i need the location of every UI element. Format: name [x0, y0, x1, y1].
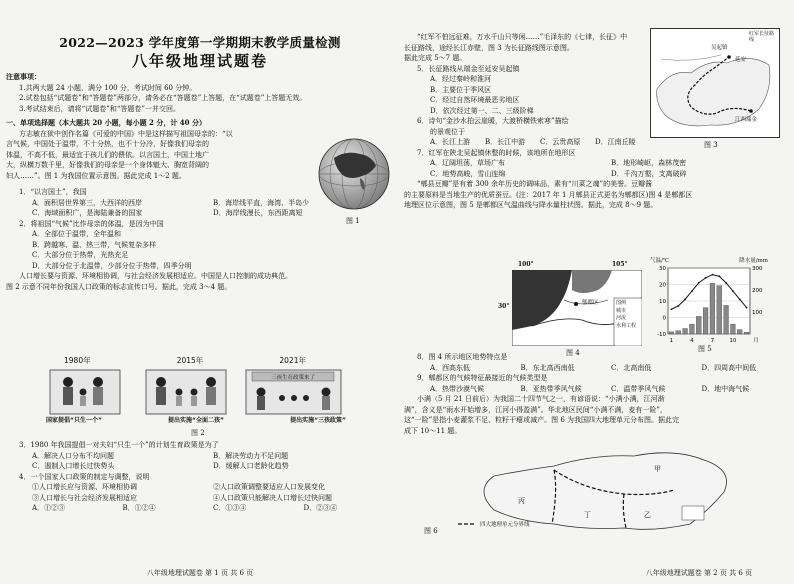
precip-bar: [676, 331, 681, 334]
fig6-legend: 四大地理单元分界线: [480, 522, 530, 528]
statement: ①人口增长应与资源、环境相协调: [32, 483, 137, 491]
option: A．经过秦岭和淮河: [430, 75, 492, 83]
temperature-point: [698, 282, 700, 284]
y-tick-label-left: 20: [659, 282, 666, 289]
figure-6: [424, 440, 754, 536]
notice-1: 1.共两大题 24 小题，满分 100 分，考试时间 60 分钟。: [19, 83, 197, 92]
y-tick-label-right: 100: [752, 310, 763, 316]
question-7: 7．红军在陕北吴起镇休整的时候，该地所在地形区: [417, 148, 576, 157]
option: B．东北高西南低: [520, 363, 575, 372]
q4-items: [6, 493, 394, 504]
q7-options: [404, 158, 792, 169]
figure-5-caption: 图 5: [698, 345, 712, 353]
fig2-year: 2015年: [176, 356, 204, 365]
option: D．缓解人口老龄化趋势: [213, 462, 289, 470]
option: C．大部分位于热带，光热充足: [32, 251, 129, 259]
option: D．四周高中间低: [701, 363, 757, 372]
option: C．云贵高原: [540, 138, 581, 146]
fig5-unit-left: 气温/℃: [650, 258, 670, 264]
intro-8-line: 的主要原料是当地生产的优质蚕豆。(注：2017 年 1 月郫县正式更名为郫都区)图 4 是郫都区: [404, 190, 693, 199]
q3-options: [6, 451, 394, 462]
x-tick-label: 10: [729, 338, 737, 344]
intro-10-line: 这“一险”是指小麦灌浆不足、粒籽干瘪或减产。图 6 为我国四大地理单元分布图。据此完: [404, 416, 680, 424]
intro-5-line: 长征路线，途经长江赤壁，图 3 为长征路线图示意图。: [404, 43, 574, 52]
intro-8-line: “郫县豆瓣”是有着 300 余年历史的调味品，素有“川菜之魂”的美誉。豆瓣酱: [417, 180, 653, 188]
question-8: 8．图 4 所示地区地势特点是: [417, 353, 508, 361]
intro-line: 妇人……”。图 1 为我国位置示意图。据此完成 1～2 题。: [6, 171, 186, 180]
option: C．北高南低: [611, 363, 652, 372]
notice-title: 注意事项：: [6, 72, 41, 81]
page-2-footer: 八年级地理试题卷 第 2 页 共 6 页: [645, 568, 752, 577]
fig2-year: 2021年: [279, 356, 306, 365]
fig5-unit-right: 降水量/mm: [739, 258, 768, 264]
precip-bar: [703, 308, 708, 334]
legend-item: 城市: [616, 307, 627, 314]
option: A．面积居世界第三，大西洋的西岸: [32, 198, 143, 207]
option: B．亚热带季风气候: [520, 384, 582, 393]
x-tick-label: 7: [710, 338, 715, 344]
option: C．遏制人口增长过快势头: [32, 462, 115, 470]
intro-2-line: 图 2 示意不同年份我国人口政策的标志宣传口号。据此，完成 3～4 题。: [6, 282, 232, 291]
question-2: 2．将祖国“气候”比作母亲的体温，是因为中国: [19, 219, 164, 228]
figure-3: [650, 28, 780, 138]
page-1-footer: 八年级地理试题卷 第 1 页 共 6 页: [146, 568, 254, 577]
notice-2: 2.试卷包括“试题卷”和“答题卷”两部分，请务必在“答题卷”上答题，在“试题卷”上答题无效。: [19, 94, 307, 102]
option: D．海岸线漫长，东西距离短: [213, 209, 303, 217]
temperature-point: [705, 277, 707, 279]
option: D．江南丘陵: [595, 138, 636, 146]
q4-options: [6, 503, 394, 514]
x-tick-label: 1: [669, 338, 674, 344]
option: D．依次经过第一、二、三级阶梯: [430, 106, 534, 115]
precip-bar: [717, 286, 722, 334]
y-tick-label-right: 300: [752, 266, 763, 272]
fig4-legend: [616, 300, 642, 330]
x-tick-label: 月: [753, 338, 759, 344]
precip-bar: [724, 305, 729, 334]
precip-bar: [710, 283, 715, 334]
option: C．经过自然环境最恶劣地区: [430, 96, 520, 104]
exam-subtitle: 八年级地理试题卷: [131, 51, 268, 70]
figure-4-caption: 图 4: [566, 349, 580, 357]
temperature-point: [691, 290, 693, 292]
option: C．①③④: [213, 504, 247, 512]
q4-items: [6, 482, 394, 493]
fig6-region: 丙: [518, 497, 525, 505]
temperature-point: [718, 275, 720, 277]
figure-4: [498, 261, 642, 357]
intro-10-line: 成下 10～11 题。: [404, 426, 462, 435]
option: A．辽阔坦荡，草场广布: [430, 159, 506, 167]
y-tick-label-right: 200: [752, 288, 763, 294]
notice-3: 3.考试结束后，请将“试题卷”和“答题卷”一并交回。: [19, 104, 180, 113]
fig2-banner: 三孩生育政策来了: [270, 375, 315, 381]
option: C．地势高峻，雪山连绵: [430, 169, 506, 178]
temperature-point: [725, 282, 727, 284]
intro-5-line: “红军不怕远征难，万水千山只等闲……”毛泽东的《七律，长征》中: [417, 33, 628, 41]
option: D．大部分位于北温带，少部分位于热带，四季分明: [32, 261, 192, 270]
temperature-point: [677, 305, 679, 307]
figure-1-caption: 图 1: [346, 217, 360, 225]
fig2-label: 国家提倡“只生一个”: [46, 417, 102, 424]
intro-line: 言气候，中国处于温带，不十分热，也不十分冷，好像我们母亲的: [6, 140, 209, 148]
option: A．热带沙漠气候: [430, 384, 485, 393]
option: B．解决劳动力不足问题: [213, 451, 289, 460]
temperature-point: [671, 308, 673, 310]
question-3: 3．1980 年我国提倡一对夫妇“只生一个”的计划生育政策是为了: [19, 441, 219, 449]
fig6-region: 丁: [584, 511, 591, 519]
intro-8-line: 地理区位示意图，图 5 是郫都区气温曲线与降水量柱状图。据此，完成 8～9 题。: [404, 201, 658, 209]
fig4-place: 郫都区: [582, 300, 599, 306]
option: D．千沟万壑，支离破碎: [611, 169, 687, 178]
statement: ③人口增长与社会经济发展相适应: [32, 493, 137, 502]
option: D．②③④: [303, 504, 338, 512]
q7-options: [404, 169, 792, 180]
globe-map-image: [316, 136, 392, 212]
intro-line: 大，纵横万数千里，好像我们的母亲是一个身体魁大、胸宽背阔的: [6, 161, 209, 169]
y-tick-label-left: 10: [659, 299, 666, 305]
y-tick-label-left: -10: [657, 332, 666, 338]
option: A．①②③: [32, 504, 66, 512]
figure-5: [650, 258, 768, 353]
fig2-label: 提出实施“三孩政策”: [290, 417, 346, 424]
q8-options: [404, 363, 792, 374]
temperature-point: [732, 290, 734, 292]
legend-item: 河流: [616, 315, 627, 321]
fig4-lat: 30°: [498, 303, 510, 310]
figure-6-caption: 图 6: [424, 527, 438, 535]
precip-bar: [669, 332, 674, 334]
option: B．海岸线平直，海湾、半岛少: [213, 198, 310, 207]
temperature-point: [712, 274, 714, 276]
figure-3-caption: 图 3: [704, 141, 718, 149]
fig4-lon: 100°: [518, 261, 534, 268]
fig3-legend: 红军长征路线: [749, 31, 775, 43]
climate-chart: [650, 264, 768, 346]
fig6-region: 乙: [644, 511, 651, 519]
precip-bar: [737, 330, 742, 334]
option: C．温带季风气候: [611, 384, 666, 393]
temperature-point: [739, 298, 741, 300]
intro-10-line: 满”，含义是“雨水开始增多，江河小得盈满”。华北地区民间“小满不满，麦有一险”，: [404, 405, 667, 414]
fig6-region: 甲: [654, 465, 661, 473]
figure-1: [316, 136, 392, 224]
question-4: 4．一个国家人口政策的制定与调整，说明: [19, 472, 150, 481]
statement: ②人口政策调整要适应人口发展变化: [213, 483, 325, 491]
intro-2-line: 人口增长要与资源、环境相协调，与社会经济发展相适应。中国是人口控制的成功典范。: [19, 272, 292, 280]
option: A．长江上游: [430, 138, 471, 146]
option: D．地中海气候: [701, 384, 750, 393]
legend-item: 水利工程: [616, 322, 637, 329]
intro-10-line: 小满（5 月 21 日前后）为我国二十四节气之一，有谚语说：“小满小满，江河渐: [417, 395, 665, 403]
precip-bar: [696, 316, 701, 334]
option: B．主要位于季风区: [430, 85, 492, 94]
fig3-label: 延安: [735, 57, 747, 63]
exam-title: 2022—2023 学年度第一学期期末教学质量检测: [59, 35, 341, 50]
intro-line: 方志敏在狱中创作名篇《可爱的中国》中是这样描写祖国母亲的：“以: [19, 129, 233, 138]
figure-2-caption: 图 2: [191, 429, 205, 437]
option: A．全部位于温带，全年温和: [32, 230, 122, 238]
option: B．①②④: [122, 504, 156, 512]
fig2-year: 1980年: [64, 356, 91, 365]
figure-2: [46, 356, 346, 438]
option: B．地形崎岖，森林茂密: [611, 159, 687, 167]
legend-title: 图例: [616, 300, 627, 306]
y-tick-label-left: 0: [662, 315, 666, 322]
intro-5-line: 据此完成 5～7 题。: [404, 54, 467, 62]
question-5: 5．长征路线从瑞金至延安吴起镇: [417, 64, 520, 73]
y-tick-label-left: 30: [659, 266, 666, 272]
q9-options: [404, 384, 792, 395]
page-1: [6, 0, 394, 584]
question-1: 1．“以言国土”，我国: [19, 188, 87, 196]
precip-bar: [683, 329, 688, 335]
precip-bar: [731, 324, 736, 334]
x-tick-label: 4: [690, 338, 694, 344]
question-9: 9．郫都区的气候特征最接近的气候类型是: [417, 374, 548, 382]
statement: ④人口政策只能解决人口增长过快问题: [213, 493, 332, 502]
fig4-lon: 105°: [612, 261, 628, 268]
option: C．海域面积广，是海陆兼备的国家: [32, 209, 143, 217]
fig3-label: 江西瑞金: [735, 117, 758, 123]
option: B．长江中游: [485, 138, 526, 146]
q3-options: [6, 461, 394, 472]
page-2: [404, 0, 792, 584]
option: B．跨越寒、温、热三带，气候复杂多样: [32, 240, 157, 249]
fig2-label: 提出实施“全面二孩”: [168, 417, 224, 424]
q6-options: [404, 137, 650, 148]
temperature-point: [684, 298, 686, 300]
temperature-point: [746, 307, 748, 309]
question-6: 6．诗句“金沙水拍云崖暖，大渡桥横铁索寒”描绘: [417, 117, 569, 125]
precip-bar: [690, 324, 695, 334]
intro-line: 体温，不高不低，最适宜于孩儿们的偎依。以言国土，中国土地广: [6, 150, 209, 159]
fig3-label: 吴起镇: [711, 45, 728, 51]
option: A．西高东低: [430, 363, 471, 372]
precip-bar: [744, 332, 749, 334]
question-6-cont: 的景观位于: [430, 127, 465, 136]
section-1-heading: 一、单项选择题（本大题共 20 小题，每小题 2 分，计 40 分）: [6, 118, 206, 127]
option: A．解决人口分布不均问题: [32, 451, 115, 460]
